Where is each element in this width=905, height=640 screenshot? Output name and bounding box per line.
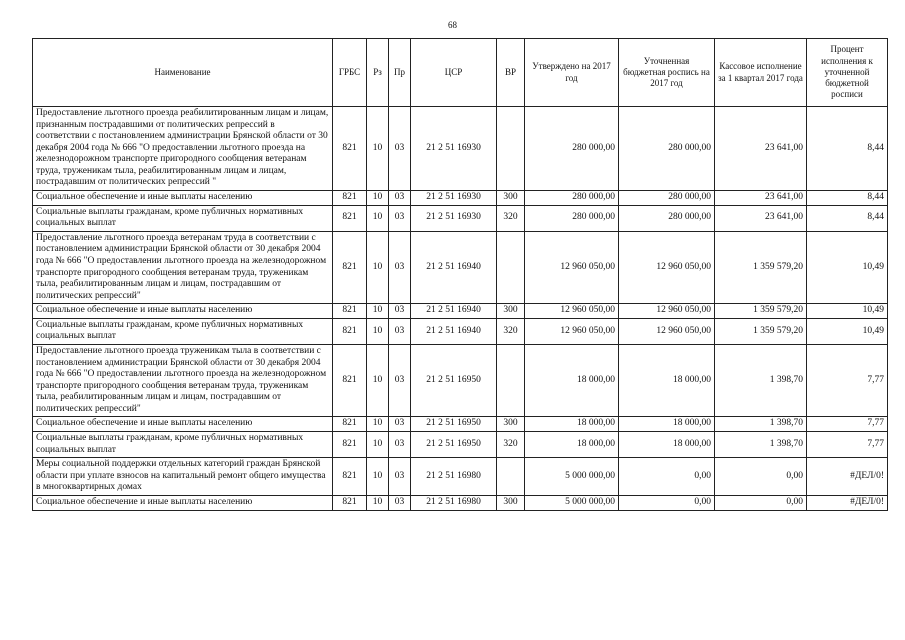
cell-rz: 10 [367,107,389,191]
cell-cash: 1 398,70 [715,432,807,458]
cell-name: Предоставление льготного проезда труженикам тыла в соответствии с постановлением администрации Брянской области от 30 декабря 2004 года № 666 "О предоставлении льготного проезда на железнодорожном транспорте пригородного сообщения ветеранам труда, труженикам тыла, реабилитированным лицам и лицам, пострадавшим от политических репрессий" [33,344,333,416]
cell-name: Социальные выплаты гражданам, кроме публичных нормативных социальных выплат [33,432,333,458]
cell-percent: 8,44 [807,191,888,206]
cell-rz: 10 [367,458,389,496]
cell-percent: 10,49 [807,231,888,303]
cell-percent: 7,77 [807,344,888,416]
table-row [33,304,888,319]
header-cash: Кассовое исполнение за 1 квартал 2017 года [715,39,807,107]
table-row [33,344,888,416]
cell-name: Социальные выплаты гражданам, кроме публичных нормативных социальных выплат [33,205,333,231]
cell-rz: 10 [367,304,389,319]
cell-csr: 21 2 51 16950 [411,344,497,416]
cell-pr: 03 [389,191,411,206]
header-refined: Уточненная бюджетная роспись на 2017 год [619,39,715,107]
cell-cash: 0,00 [715,458,807,496]
table-row [33,417,888,432]
cell-grbs: 821 [333,458,367,496]
cell-approved: 12 960 050,00 [525,318,619,344]
header-grbs: ГРБС [333,39,367,107]
cell-refined: 18 000,00 [619,344,715,416]
cell-pr: 03 [389,344,411,416]
cell-pr: 03 [389,304,411,319]
header-name: Наименование [33,39,333,107]
cell-grbs: 821 [333,344,367,416]
cell-cash: 1 359 579,20 [715,231,807,303]
cell-vr [497,458,525,496]
cell-name: Меры социальной поддержки отдельных категорий граждан Брянской области при уплате взносов на капитальный ремонт общего имущества в многоквартирных домах [33,458,333,496]
table-row [33,318,888,344]
cell-vr: 300 [497,495,525,510]
cell-pr: 03 [389,432,411,458]
cell-approved: 5 000 000,00 [525,458,619,496]
cell-approved: 280 000,00 [525,107,619,191]
cell-refined: 18 000,00 [619,417,715,432]
cell-csr: 21 2 51 16940 [411,318,497,344]
cell-csr: 21 2 51 16950 [411,432,497,458]
cell-vr: 320 [497,432,525,458]
cell-rz: 10 [367,432,389,458]
cell-approved: 12 960 050,00 [525,231,619,303]
cell-vr: 300 [497,191,525,206]
cell-cash: 0,00 [715,495,807,510]
cell-csr: 21 2 51 16940 [411,231,497,303]
cell-percent: 10,49 [807,304,888,319]
cell-name: Социальное обеспечение и иные выплаты населению [33,304,333,319]
cell-percent: 7,77 [807,417,888,432]
table-row [33,205,888,231]
cell-csr: 21 2 51 16940 [411,304,497,319]
cell-grbs: 821 [333,231,367,303]
table-header-row [33,39,888,107]
cell-refined: 280 000,00 [619,205,715,231]
cell-name: Предоставление льготного проезда реабилитированным лицам и лицам, признанным пострадавшими от политических репрессий в соответствии с постановлением администрации Брянской области от 30 декабря 2004 года № 666 "О предоставлении льготного проезда на железнодорожном транспорте пригородного сообщения ветеранам труда, труженикам тыла, реабилитированным лицам и лицам, пострадавшим от политических репрессий " [33,107,333,191]
cell-pr: 03 [389,231,411,303]
table-row [33,458,888,496]
table-row [33,231,888,303]
cell-grbs: 821 [333,495,367,510]
cell-grbs: 821 [333,107,367,191]
cell-pr: 03 [389,495,411,510]
cell-rz: 10 [367,318,389,344]
cell-pr: 03 [389,458,411,496]
header-vr: ВР [497,39,525,107]
cell-vr [497,231,525,303]
cell-refined: 12 960 050,00 [619,231,715,303]
cell-vr [497,107,525,191]
header-percent: Процент исполнения к уточненной бюджетной росписи [807,39,888,107]
cell-csr: 21 2 51 16980 [411,495,497,510]
cell-name: Социальные выплаты гражданам, кроме публичных нормативных социальных выплат [33,318,333,344]
cell-grbs: 821 [333,417,367,432]
cell-grbs: 821 [333,432,367,458]
cell-approved: 280 000,00 [525,205,619,231]
cell-cash: 23 641,00 [715,107,807,191]
cell-grbs: 821 [333,205,367,231]
cell-refined: 18 000,00 [619,432,715,458]
cell-pr: 03 [389,417,411,432]
cell-pr: 03 [389,205,411,231]
cell-refined: 280 000,00 [619,107,715,191]
cell-cash: 1 359 579,20 [715,304,807,319]
cell-approved: 280 000,00 [525,191,619,206]
cell-name: Социальное обеспечение и иные выплаты населению [33,191,333,206]
cell-rz: 10 [367,191,389,206]
cell-csr: 21 2 51 16930 [411,205,497,231]
cell-grbs: 821 [333,318,367,344]
cell-name: Социальное обеспечение и иные выплаты населению [33,495,333,510]
cell-approved: 18 000,00 [525,417,619,432]
cell-percent: #ДЕЛ/0! [807,495,888,510]
cell-rz: 10 [367,231,389,303]
header-csr: ЦСР [411,39,497,107]
header-rz: Рз [367,39,389,107]
header-pr: Пр [389,39,411,107]
cell-cash: 1 359 579,20 [715,318,807,344]
cell-refined: 12 960 050,00 [619,304,715,319]
cell-grbs: 821 [333,304,367,319]
cell-pr: 03 [389,318,411,344]
cell-name: Социальное обеспечение и иные выплаты населению [33,417,333,432]
cell-percent: 10,49 [807,318,888,344]
cell-csr: 21 2 51 16980 [411,458,497,496]
cell-vr: 300 [497,417,525,432]
cell-refined: 280 000,00 [619,191,715,206]
cell-cash: 1 398,70 [715,417,807,432]
cell-vr: 320 [497,318,525,344]
cell-vr [497,344,525,416]
cell-csr: 21 2 51 16930 [411,107,497,191]
cell-rz: 10 [367,495,389,510]
cell-percent: 7,77 [807,432,888,458]
cell-approved: 12 960 050,00 [525,304,619,319]
table-row [33,495,888,510]
cell-csr: 21 2 51 16950 [411,417,497,432]
cell-vr: 300 [497,304,525,319]
table-row [33,432,888,458]
cell-percent: 8,44 [807,205,888,231]
table-row [33,107,888,191]
cell-percent: 8,44 [807,107,888,191]
cell-cash: 23 641,00 [715,205,807,231]
table-row [33,191,888,206]
cell-cash: 1 398,70 [715,344,807,416]
cell-csr: 21 2 51 16930 [411,191,497,206]
cell-refined: 12 960 050,00 [619,318,715,344]
cell-cash: 23 641,00 [715,191,807,206]
cell-rz: 10 [367,344,389,416]
page-number: 68 [448,20,457,30]
cell-percent: #ДЕЛ/0! [807,458,888,496]
cell-rz: 10 [367,205,389,231]
cell-pr: 03 [389,107,411,191]
cell-approved: 5 000 000,00 [525,495,619,510]
cell-rz: 10 [367,417,389,432]
cell-refined: 0,00 [619,495,715,510]
cell-refined: 0,00 [619,458,715,496]
cell-name: Предоставление льготного проезда ветеранам труда в соответствии с постановлением администрации Брянской области от 30 декабря 2004 года № 666 "О предоставлении льготного проезда на железнодорожном транспорте пригородного сообщения ветеранам труда, труженикам тыла, реабилитированным лицам и лицам, пострадавшим от политических репрессий" [33,231,333,303]
cell-vr: 320 [497,205,525,231]
budget-table [32,38,888,511]
cell-approved: 18 000,00 [525,432,619,458]
cell-grbs: 821 [333,191,367,206]
cell-approved: 18 000,00 [525,344,619,416]
header-approved: Утверждено на 2017 год [525,39,619,107]
